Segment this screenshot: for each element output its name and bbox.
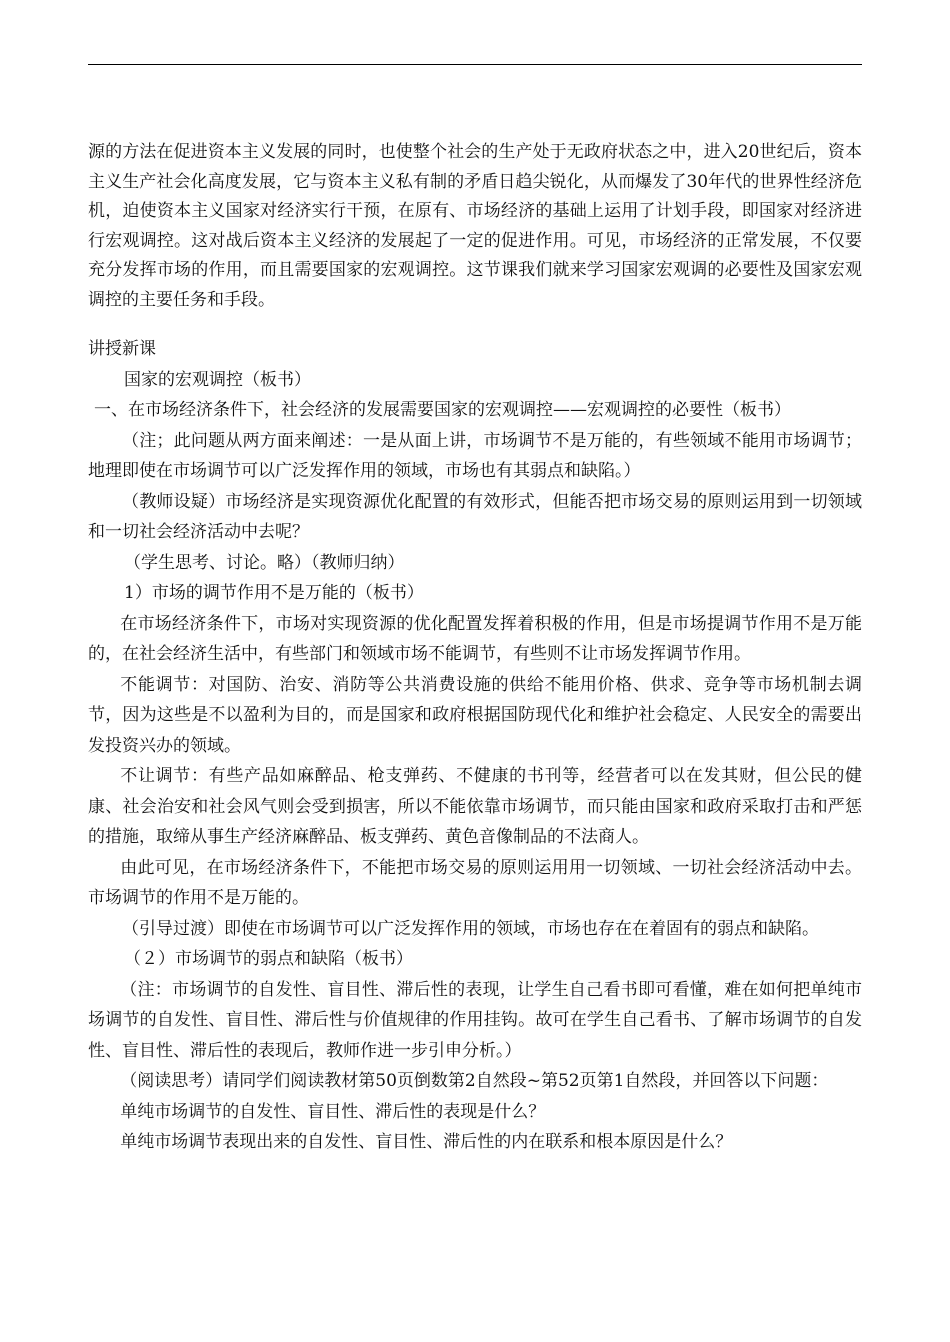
note-two: （注：市场调节的自发性、盲目性、滞后性的表现，让学生自己看书即可看懂，难在如何把单纯市场调节的自发性、盲目性、滞后性与价值规律的作用挂钩。故可在学生自己看书、了解市场调节的自发性、盲目性、滞后性的表现后，教师作进一步引申分析。） xyxy=(88,979,862,1061)
question-two: 单纯市场调节表现出来的自发性、盲目性、滞后性的内在联系和根本原因是什么？ xyxy=(120,1132,733,1152)
conclusion-paragraph: 由此可见，在市场经济条件下，不能把市场交易的原则运用用一切领域、一切社会经济活动中去。市场调节的作用不是万能的。 xyxy=(88,857,862,908)
transition-paragraph: （引导过渡）即使在市场调节可以广泛发挥作用的领域，市场也存在在着固有的弱点和缺陷。 xyxy=(122,918,819,939)
note-one: （注；此问题从两方面来阐述：一是从面上讲，市场调节不是万能的，有些领域不能用市场调节；地理即使在市场调节可以广泛发挥作用的领域，市场也有其弱点和缺陷。） xyxy=(88,430,862,481)
market-paragraph: 在市场经济条件下，市场对实现资源的优化配置发挥着积极的作用，但是市场提调节作用不是万能的，在社会经济生活中，有些部门和领域市场不能调节，有些则不让市场发挥调节作用。 xyxy=(88,613,862,664)
lesson-body xyxy=(88,334,862,1158)
reading-task: （阅读思考）请同学们阅读教材第50页倒数第2自然段~第52页第1自然段，并回答以下问题： xyxy=(120,1071,829,1091)
teacher-question: （教师设疑）市场经济是实现资源优化配置的有效形式，但能否把市场交易的原则运用到一切领域和一切社会经济活动中去呢？ xyxy=(88,491,862,542)
sub-heading-one: 1）市场的调节作用不是万能的（板书） xyxy=(124,583,424,603)
header-rule xyxy=(88,64,862,65)
student-discussion: （学生思考、讨论。略）（教师归纳） xyxy=(124,552,405,573)
point-one-heading: 一、在市场经济条件下，社会经济的发展需要国家的宏观调控——宏观调控的必要性（板书） xyxy=(94,400,791,420)
sub-heading-two: （２）市场调节的弱点和缺陷（板书） xyxy=(124,949,413,969)
cannot-regulate-paragraph: 不能调节：对国防、治安、消防等公共消费设施的供给不能用价格、供求、竞争等市场机制去调节，因为这些是不以盈利为目的，而是国家和政府根据国防现代化和维护社会稳定、人民安全的需要出发投资兴办的领域。 xyxy=(88,674,862,756)
question-one: 单纯市场调节的自发性、盲目性、滞后性的表现是什么？ xyxy=(120,1101,546,1122)
lesson-title: 国家的宏观调控（板书） xyxy=(124,369,311,390)
not-allowed-paragraph: 不让调节：有些产品如麻醉品、枪支弹药、不健康的书刊等，经营者可以在发其财，但公民的健康、社会治安和社会风气则会受到损害，所以不能依靠市场调节，而只能由国家和政府采取打击和严惩的措施，取缔从事生产经济麻醉品、板支弹药、黄色音像制品的不法商人。 xyxy=(88,766,862,847)
section-heading: 讲授新课 xyxy=(88,339,156,359)
intro-paragraph: 源的方法在促进资本主义发展的同时，也使整个社会的生产处于无政府状态之中，进入20世纪后，资本主义生产社会化高度发展，它与资本主义私有制的矛盾日趋尖锐化，从而爆发了30年代的世界性经济危机，迫使资本主义国家对经济实行干预，在原有、市场经济的基础上运用了计划手段，即国家对经济进行宏观调控。这对战后资本主义经济的发展起了一定的促进作用。可见，市场经济的正常发展，不仅要充分发挥市场的作用，而且需要国家的宏观调控。这节课我们就来学习国家宏观调的必要性及国家宏观调控的主要任务和手段。 xyxy=(88,142,862,310)
